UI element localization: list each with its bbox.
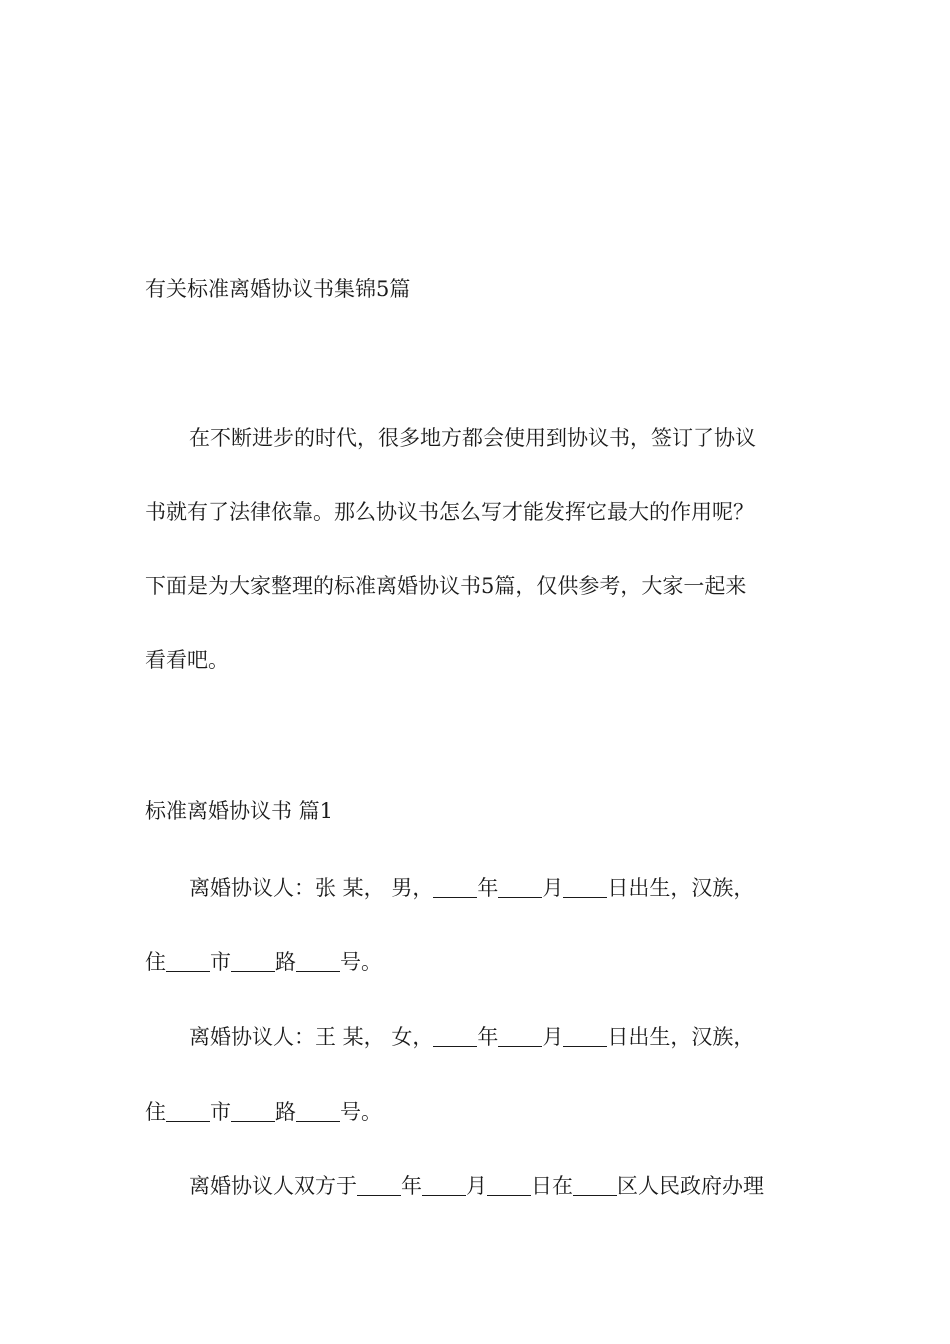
party1-road: 路 [275,950,296,974]
blank-field [498,876,542,898]
blank-field [563,876,607,898]
party1-live: 住 [145,950,166,974]
party2-prefix: 离婚协议人：王 某， 女， [189,1025,434,1049]
registration-suffix: 区人民政府办理 [617,1174,764,1198]
party1-line-1 [189,876,754,899]
intro-line-2: 书就有了法律依靠。那么协议书怎么写才能发挥它最大的作用呢？ [145,500,754,524]
registration-day: 日在 [531,1174,573,1198]
party1-year: 年 [477,876,499,900]
blank-field [422,1174,466,1196]
blank-field [296,1100,340,1122]
blank-field [433,876,477,898]
intro-line-4: 看看吧。 [145,648,229,672]
blank-field [166,950,210,972]
blank-field [433,1025,477,1047]
party1-prefix: 离婚协议人：张 某， 男， [189,876,434,900]
party2-line-2 [145,1100,382,1123]
blank-field [357,1174,401,1196]
blank-field [573,1174,617,1196]
blank-field [563,1025,607,1047]
blank-field [498,1025,542,1047]
section-heading: 标准离婚协议书 篇1 [145,799,334,823]
blank-field [487,1174,531,1196]
document-title: 有关标准离婚协议书集锦5篇 [145,277,411,301]
intro-line-1: 在不断进步的时代，很多地方都会使用到协议书，签订了协议 [189,426,756,450]
intro-line-3: 下面是为大家整理的标准离婚协议书5篇，仅供参考，大家一起来 [145,574,747,598]
party2-line-1 [189,1025,754,1048]
registration-prefix: 离婚协议人双方于 [189,1174,357,1198]
blank-field [231,950,275,972]
party2-month: 月 [542,1025,564,1049]
party2-city: 市 [210,1100,231,1124]
party1-day-suffix: 日出生，汉族， [607,876,755,900]
blank-field [296,950,340,972]
party2-year: 年 [477,1025,499,1049]
party1-line-2 [145,950,382,973]
blank-field [231,1100,275,1122]
registration-month: 月 [466,1174,487,1198]
registration-year: 年 [401,1174,422,1198]
party1-number: 号。 [340,950,382,974]
party2-live: 住 [145,1100,166,1124]
blank-field [166,1100,210,1122]
party1-city: 市 [210,950,231,974]
party1-month: 月 [542,876,564,900]
party2-road: 路 [275,1100,296,1124]
registration-line [189,1174,764,1197]
party2-day-suffix: 日出生，汉族， [607,1025,755,1049]
party2-number: 号。 [340,1100,382,1124]
